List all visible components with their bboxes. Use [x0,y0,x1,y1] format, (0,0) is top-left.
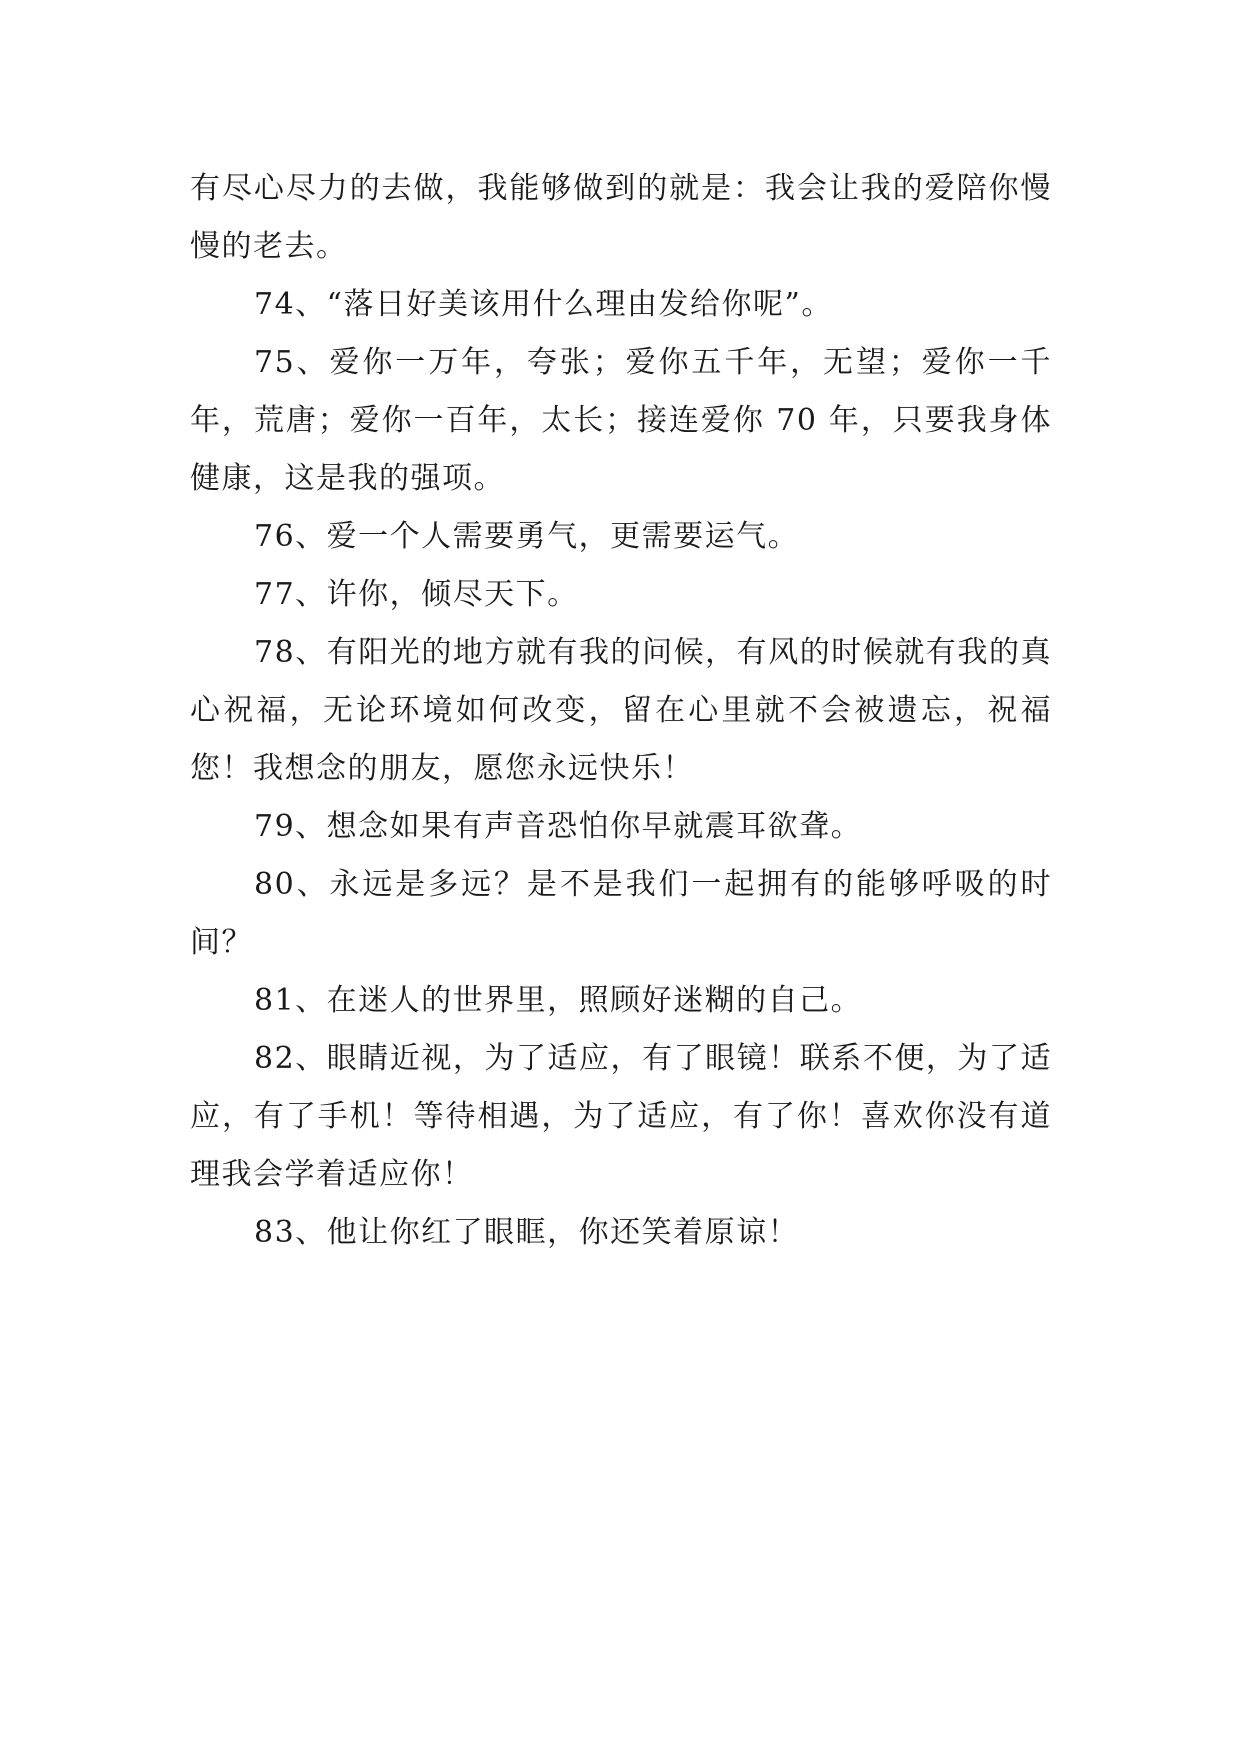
paragraph-item-75: 75、爱你一万年，夸张；爱你五千年，无望；爱你一千年，荒唐；爱你一百年，太长；接连爱你 70 年，只要我身体健康，这是我的强项。 [190,345,1052,496]
paragraph-item-74: 74、“落日好美该用什么理由发给你呢”。 [254,287,833,322]
paragraph-item-76: 76、爱一个人需要勇气，更需要运气。 [254,519,800,554]
paragraph-item-82: 82、眼睛近视，为了适应，有了眼镜！联系不便，为了适应，有了手机！等待相遇，为了适应，有了你！喜欢你没有道理我会学着适应你！ [190,1041,1052,1192]
document-body [190,160,1052,1262]
paragraph-item-77: 77、许你，倾尽天下。 [254,577,579,612]
paragraph-item-80: 80、永远是多远？是不是我们一起拥有的能够呼吸的时间？ [190,867,1052,960]
paragraph-item-81: 81、在迷人的世界里，照顾好迷糊的自己。 [254,983,863,1018]
paragraph-item-83: 83、他让你红了眼眶，你还笑着原谅！ [254,1215,800,1250]
paragraph-item-78: 78、有阳光的地方就有我的问候，有风的时候就有我的真心祝福，无论环境如何改变，留在心里就不会被遗忘，祝福您！我想念的朋友，愿您永远快乐！ [190,635,1052,786]
paragraph-continuation: 有尽心尽力的去做，我能够做到的就是：我会让我的爱陪你慢慢的老去。 [190,171,1052,264]
paragraph-item-79: 79、想念如果有声音恐怕你早就震耳欲聋。 [254,809,863,844]
